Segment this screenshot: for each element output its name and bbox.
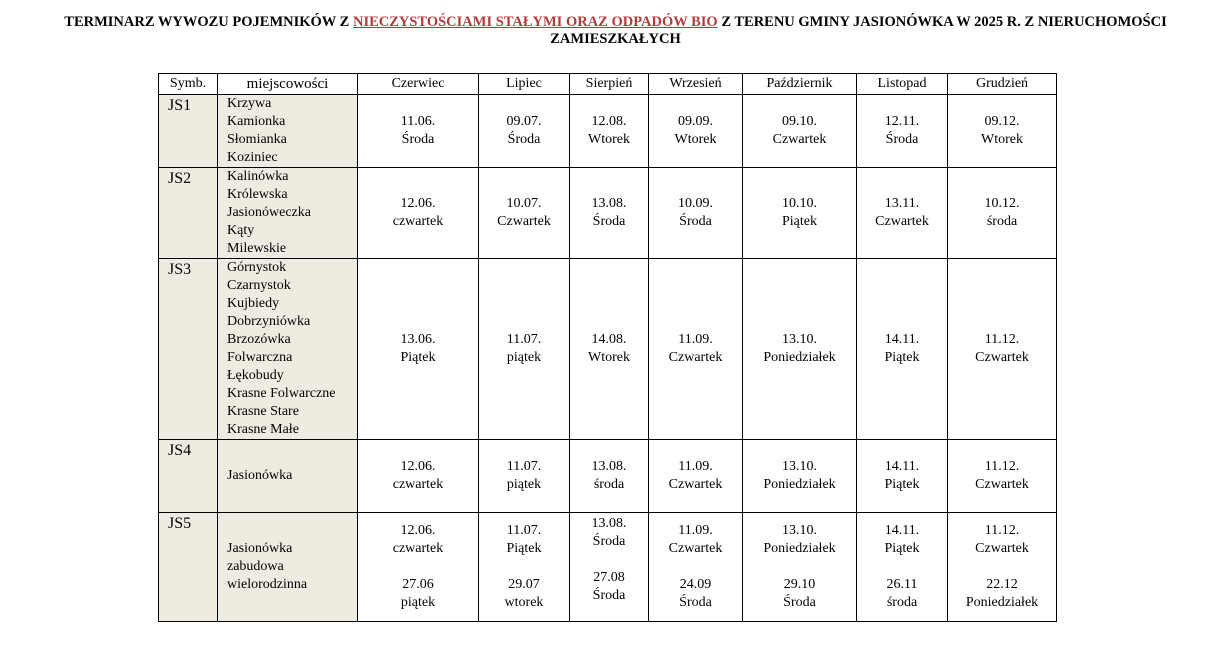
place-name: Kąty xyxy=(227,223,255,238)
collection-date: 09.07. xyxy=(506,114,542,129)
collection-date: 14.11. xyxy=(884,523,920,538)
place-name: Krasne Małe xyxy=(227,422,299,437)
place-name: Dobrzyniówka xyxy=(227,314,311,329)
second-collection-date: 22.12 xyxy=(986,577,1018,592)
second-collection-weekday: Środa xyxy=(592,588,626,603)
collection-date: 11.12. xyxy=(984,332,1020,347)
header-month-june: Czerwiec xyxy=(358,74,479,95)
collection-weekday: Czwartek xyxy=(497,214,551,229)
symbol-cell: JS4 xyxy=(159,440,218,513)
collection-weekday: czwartek xyxy=(392,477,444,492)
date-cell-september xyxy=(649,259,743,440)
collection-date: 13.06. xyxy=(400,332,436,347)
collection-weekday: Środa xyxy=(592,534,626,549)
collection-weekday: Czwartek xyxy=(772,132,827,147)
collection-weekday: Piątek xyxy=(400,350,436,365)
collection-weekday: Wtorek xyxy=(674,132,717,147)
place-name: zabudowa xyxy=(227,559,284,574)
collection-date: 12.06. xyxy=(400,459,436,474)
date-cell-october xyxy=(743,440,857,513)
date-cell-july xyxy=(479,513,570,622)
collection-date: 13.10. xyxy=(782,332,817,347)
collection-weekday: Wtorek xyxy=(588,350,630,365)
date-cell-june xyxy=(358,440,479,513)
date-cell-december xyxy=(948,440,1057,513)
collection-date: 13.11. xyxy=(884,196,920,211)
title-part-1: TERMINARZ WYWOZU POJEMNIKÓW Z xyxy=(64,14,353,30)
date-cell-august xyxy=(570,513,649,622)
collection-date: 14.11. xyxy=(884,332,920,347)
collection-weekday: czwartek xyxy=(392,214,444,229)
date-cell-august xyxy=(570,95,649,168)
date-cell-november xyxy=(857,259,948,440)
place-name: Kujbiedy xyxy=(227,296,280,311)
second-collection-weekday: Środa xyxy=(679,595,712,610)
date-cell-october xyxy=(743,95,857,168)
collection-weekday: środa xyxy=(986,214,1018,229)
collection-date: 09.09. xyxy=(678,114,713,129)
collection-date: 10.07. xyxy=(506,196,542,211)
collection-weekday: Piątek xyxy=(506,541,542,556)
collection-weekday: Czwartek xyxy=(975,350,1029,365)
collection-weekday: Czwartek xyxy=(975,541,1029,556)
place-name: Górnystok xyxy=(227,260,287,275)
table-row xyxy=(159,259,1057,440)
collection-weekday: Czwartek xyxy=(668,541,723,556)
collection-date: 09.12. xyxy=(984,114,1020,129)
places-cell xyxy=(218,440,358,513)
place-name: Brzozówka xyxy=(227,332,291,347)
second-collection-date: 26.11 xyxy=(886,577,918,592)
collection-weekday: Poniedziałek xyxy=(763,350,836,365)
places-cell xyxy=(218,95,358,168)
collection-weekday: Piątek xyxy=(884,477,920,492)
second-collection-weekday: wtorek xyxy=(504,595,544,610)
title-highlight-link[interactable]: NIECZYSTOŚCIAMI STAŁYMI ORAZ ODPADÓW BIO xyxy=(352,14,718,30)
collection-date: 11.12. xyxy=(984,523,1020,538)
second-collection-weekday: piątek xyxy=(400,595,436,610)
collection-date: 14.11. xyxy=(884,459,920,474)
header-places: miejscowości xyxy=(218,74,358,95)
date-cell-september xyxy=(649,95,743,168)
collection-weekday: Poniedziałek xyxy=(763,541,836,556)
collection-weekday: Czwartek xyxy=(668,477,723,492)
places-cell xyxy=(218,259,358,440)
second-collection-date: 27.06 xyxy=(402,577,434,592)
second-collection-date: 24.09 xyxy=(679,577,712,592)
date-cell-june xyxy=(358,168,479,259)
place-name: Krasne Folwarczne xyxy=(227,386,336,401)
table-row xyxy=(159,168,1057,259)
collection-date: 14.08. xyxy=(591,332,627,347)
place-name: Słomianka xyxy=(227,132,287,147)
date-cell-december xyxy=(948,168,1057,259)
second-collection-weekday: środa xyxy=(886,595,918,610)
date-cell-november xyxy=(857,95,948,168)
date-cell-june xyxy=(358,513,479,622)
symbol-cell: JS1 xyxy=(159,95,218,168)
place-name: Jasionóweczka xyxy=(227,205,311,220)
second-collection-weekday: Poniedziałek xyxy=(965,595,1039,610)
header-symbol: Symb. xyxy=(159,74,218,95)
collection-date: 12.08. xyxy=(591,114,627,129)
collection-weekday: Piątek xyxy=(884,350,920,365)
header-month-october: Październik xyxy=(743,74,857,95)
symbol-cell: JS3 xyxy=(159,259,218,440)
collection-weekday: Wtorek xyxy=(981,132,1023,147)
header-month-september: Wrzesień xyxy=(649,74,743,95)
second-collection-weekday: Środa xyxy=(783,595,816,610)
collection-weekday: Środa xyxy=(401,132,435,147)
date-cell-june xyxy=(358,95,479,168)
collection-date: 11.07. xyxy=(506,459,542,474)
table-row xyxy=(159,513,1057,622)
collection-weekday: Środa xyxy=(592,214,626,229)
collection-date: 11.09. xyxy=(678,459,713,474)
collection-date: 11.06. xyxy=(400,114,436,129)
place-name: Jasionówka xyxy=(227,541,293,556)
collection-date: 13.08. xyxy=(591,516,627,531)
place-name: Krzywa xyxy=(227,96,272,111)
collection-weekday: środa xyxy=(593,477,625,492)
places-cell xyxy=(218,168,358,259)
place-name: wielorodzinna xyxy=(227,577,308,592)
second-collection-date: 29.07 xyxy=(508,577,540,592)
title-line-1 xyxy=(0,14,1231,31)
title-part-2: Z TERENU GMINY JASIONÓWKA W 2025 R. Z NIERUCHOMOŚCI xyxy=(717,14,1167,30)
place-name: Łękobudy xyxy=(227,368,284,383)
date-cell-december xyxy=(948,259,1057,440)
place-name: Folwarczna xyxy=(227,350,293,365)
collection-weekday: piątek xyxy=(506,350,542,365)
collection-date: 09.10. xyxy=(782,114,817,129)
header-month-december: Grudzień xyxy=(948,74,1057,95)
collection-weekday: Środa xyxy=(507,132,541,147)
second-collection-date: 29.10 xyxy=(783,577,816,592)
collection-weekday: Czwartek xyxy=(668,350,723,365)
collection-date: 10.12. xyxy=(984,196,1020,211)
place-name: Kalinówka xyxy=(227,169,289,184)
date-cell-september xyxy=(649,168,743,259)
date-cell-december xyxy=(948,513,1057,622)
date-cell-november xyxy=(857,513,948,622)
collection-weekday: Środa xyxy=(885,132,919,147)
document-title xyxy=(0,14,1231,48)
date-cell-august xyxy=(570,168,649,259)
date-cell-july xyxy=(479,259,570,440)
date-cell-october xyxy=(743,259,857,440)
collection-date: 12.11. xyxy=(884,114,920,129)
collection-weekday: Poniedziałek xyxy=(763,477,836,492)
date-cell-november xyxy=(857,440,948,513)
place-name: Królewska xyxy=(227,187,288,202)
collection-weekday: Czwartek xyxy=(975,477,1029,492)
table-row xyxy=(159,95,1057,168)
places-cell xyxy=(218,513,358,622)
date-cell-july xyxy=(479,95,570,168)
place-name: Milewskie xyxy=(227,241,287,256)
collection-weekday: Środa xyxy=(679,214,712,229)
date-cell-october xyxy=(743,168,857,259)
collection-date: 12.06. xyxy=(400,196,436,211)
collection-weekday: Piątek xyxy=(782,214,817,229)
collection-weekday: Wtorek xyxy=(588,132,630,147)
header-row xyxy=(159,74,1057,95)
date-cell-june xyxy=(358,259,479,440)
date-cell-august xyxy=(570,440,649,513)
header-month-august: Sierpień xyxy=(570,74,649,95)
title-line-2: ZAMIESZKAŁYCH xyxy=(550,31,681,47)
collection-weekday: piątek xyxy=(506,477,542,492)
place-name: Jasionówka xyxy=(227,468,293,483)
date-cell-july xyxy=(479,168,570,259)
date-cell-november xyxy=(857,168,948,259)
collection-date: 13.08. xyxy=(591,459,627,474)
collection-weekday: czwartek xyxy=(392,541,444,556)
symbol-cell: JS5 xyxy=(159,513,218,622)
header-month-july: Lipiec xyxy=(479,74,570,95)
collection-weekday: Piątek xyxy=(884,541,920,556)
collection-weekday: Czwartek xyxy=(875,214,929,229)
collection-date: 10.10. xyxy=(782,196,817,211)
date-cell-july xyxy=(479,440,570,513)
header-month-november: Listopad xyxy=(857,74,948,95)
symbol-cell: JS2 xyxy=(159,168,218,259)
date-cell-december xyxy=(948,95,1057,168)
schedule-table xyxy=(158,73,1057,622)
date-cell-september xyxy=(649,513,743,622)
place-name: Koziniec xyxy=(227,150,278,165)
place-name: Kamionka xyxy=(227,114,286,129)
collection-date: 13.10. xyxy=(782,459,817,474)
table-row xyxy=(159,440,1057,513)
date-cell-october xyxy=(743,513,857,622)
collection-date: 11.07. xyxy=(506,332,542,347)
collection-date: 11.09. xyxy=(678,523,713,538)
collection-date: 11.07. xyxy=(506,523,542,538)
second-collection-date: 27.08 xyxy=(593,570,625,585)
collection-date: 13.08. xyxy=(591,196,627,211)
date-cell-september xyxy=(649,440,743,513)
collection-date: 10.09. xyxy=(678,196,713,211)
date-cell-august xyxy=(570,259,649,440)
place-name: Krasne Stare xyxy=(227,404,299,419)
place-name: Czarnystok xyxy=(227,278,291,293)
collection-date: 13.10. xyxy=(782,523,817,538)
collection-date: 11.09. xyxy=(678,332,713,347)
collection-date: 11.12. xyxy=(984,459,1020,474)
collection-date: 12.06. xyxy=(400,523,436,538)
